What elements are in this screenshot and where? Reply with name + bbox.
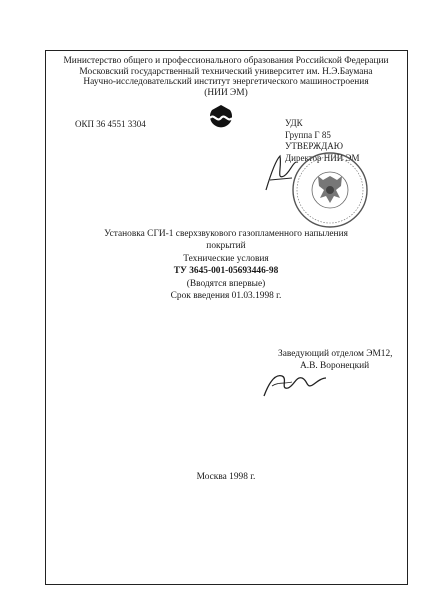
- university-line: Московский государственный технический университет им. Н.Э.Баумана: [79, 66, 373, 77]
- state-emblem-seal-icon: [290, 150, 370, 230]
- group-code: Группа Г 85: [285, 129, 331, 140]
- institute-line: Научно-исследовательский институт энергетического машиностроения: [83, 77, 369, 88]
- udk-label: УДК: [285, 118, 303, 128]
- first-time-note: (Вводятся впервые): [186, 278, 266, 289]
- head-title: Заведующий отделом ЭМ12,: [278, 349, 393, 359]
- doc-type: Технические условия: [183, 253, 269, 264]
- title-line-2: покрытий: [206, 241, 246, 252]
- city-year: Москва 1998 г.: [196, 472, 256, 482]
- approval-label: УТВЕРЖДАЮ: [285, 141, 344, 151]
- document-title-block: [46, 228, 406, 302]
- head-name: А.В. Воронецкий: [300, 360, 370, 371]
- title-line-1: Установка СГИ-1 сверхзвукового газопламенного напыления: [104, 229, 348, 239]
- director-label: Директор НИИ ЭМ: [285, 152, 360, 163]
- ministry-header: [46, 56, 406, 98]
- department-head-signature-icon: [262, 368, 328, 400]
- tu-number: ТУ 3645-001-05693446-98: [173, 266, 279, 277]
- ministry-line: Министерство общего и профессионального образования Российской Федерации: [63, 56, 389, 66]
- okp-code: ОКП 36 4551 3304: [75, 119, 146, 129]
- nii-em-logo-icon: [204, 104, 238, 130]
- director-signature-icon: [262, 150, 302, 195]
- institute-abbr: (НИИ ЭМ): [204, 87, 248, 98]
- effective-date: Срок введения 01.03.1998 г.: [170, 291, 282, 302]
